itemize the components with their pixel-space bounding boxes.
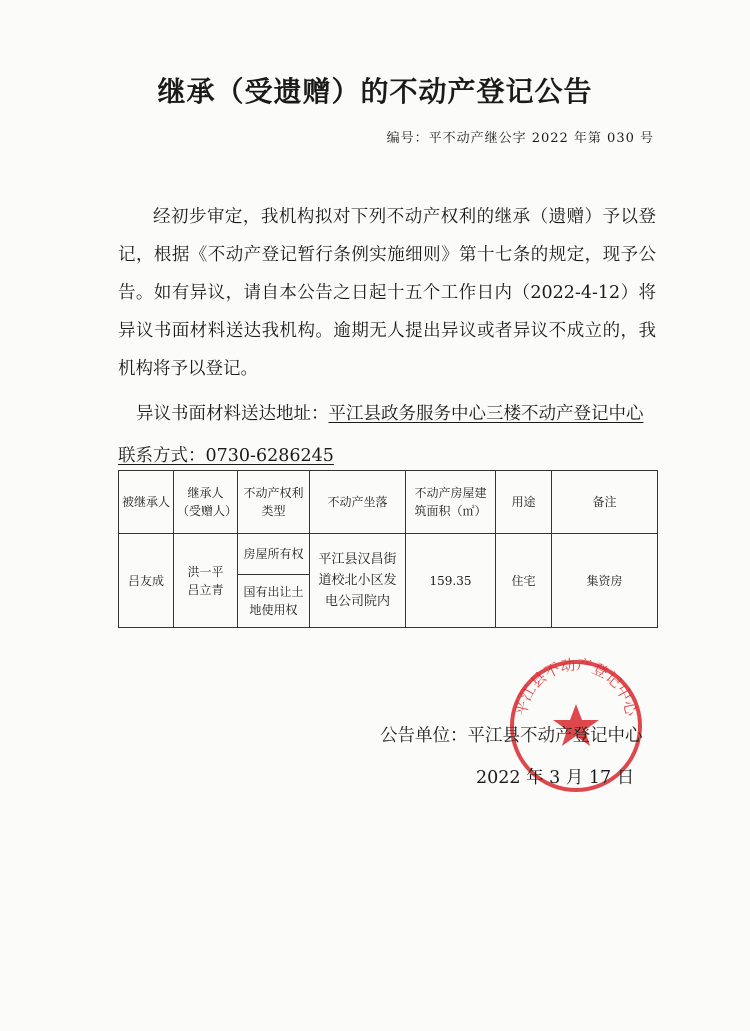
header-area: 不动产房屋建筑面积（㎡） — [406, 471, 496, 534]
cell-usage: 住宅 — [496, 534, 552, 628]
header-remark: 备注 — [552, 471, 658, 534]
cell-remark: 集资房 — [552, 534, 658, 628]
contact-value: 0730-6286245 — [205, 446, 334, 466]
cell-location: 平江县汉昌街道校北小区发电公司院内 — [310, 534, 406, 628]
body-paragraph: 经初步审定，我机构拟对下列不动产权利的继承（遗赠）予以登记，根据《不动产登记暂行条例实施细则》第十七条的规定，现予公告。如有异议，请自本公告之日起十五个工作日内（2022-4-12）将异议书面材料送达我机构。逾期无人提出异议或者异议不成立的，我机构将予以登记。 — [118, 207, 656, 379]
table-row — [119, 534, 658, 575]
cell-decedent: 吕友成 — [119, 534, 174, 628]
objection-address — [136, 400, 644, 428]
header-heir: 继承人（受赠人） — [174, 471, 238, 534]
notice-title: 继承（受遗赠）的不动产登记公告 — [157, 75, 593, 108]
cell-right-type-2: 国有出让土地使用权 — [238, 575, 310, 628]
seal-text: 平江县不动产登记中心 — [511, 656, 641, 718]
header-decedent: 被继承人 — [119, 471, 174, 534]
heir-name-2: 吕立青 — [187, 582, 224, 597]
contact-info — [118, 442, 334, 470]
cell-right-type-1: 房屋所有权 — [238, 534, 310, 575]
heir-name-1: 洪一平 — [187, 564, 224, 579]
registration-table — [118, 470, 658, 628]
header-location: 不动产坐落 — [310, 471, 406, 534]
header-right-type: 不动产权利类型 — [238, 471, 310, 534]
table-header-row — [119, 471, 658, 534]
notice-body — [118, 198, 656, 388]
notice-date: 2022 年 3 月 17 日 — [476, 768, 635, 788]
address-label: 异议书面材料送达地址： — [136, 404, 329, 424]
header-usage: 用途 — [496, 471, 552, 534]
contact-label: 联系方式： — [118, 446, 206, 466]
cell-heir — [174, 534, 238, 628]
cell-area: 159.35 — [406, 534, 496, 628]
address-value: 平江县政务服务中心三楼不动产登记中心 — [328, 404, 644, 424]
notice-unit: 公告单位：平江县不动产登记中心 — [380, 726, 643, 746]
document-number: 编号：平不动产继公字 2022 年第 030 号 — [386, 131, 654, 146]
